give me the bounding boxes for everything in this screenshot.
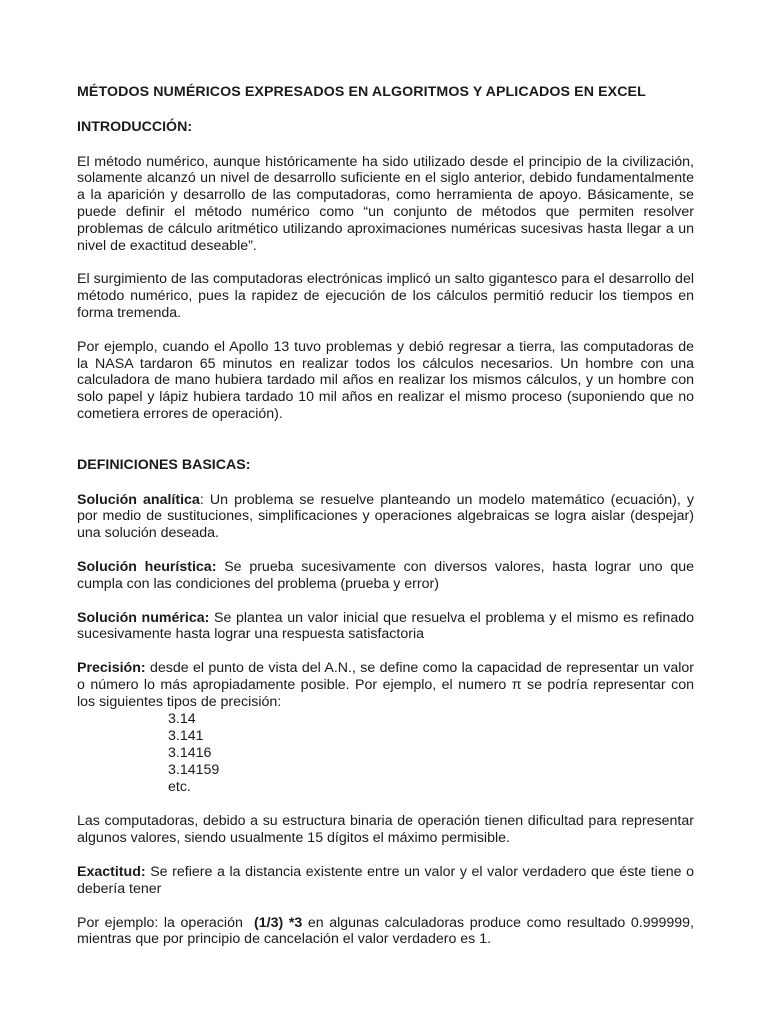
definitions-heading: DEFINICIONES BASICAS: [77,456,251,473]
definition-term: Solución numérica: [77,609,210,626]
definition-heuristica [77,559,694,593]
document-title: MÉTODOS NUMÉRICOS EXPRESADOS EN ALGORITMOS Y APLICADOS EN EXCEL [77,84,646,100]
document-page [77,84,694,965]
definition-analitica [77,492,694,542]
intro-paragraph-1: El método numérico, aunque históricamente ha sido utilizado desde el principio de la civilización, solamente alcanzó un nivel de desarrollo suficiente en el siglo anterior, debido fundamentalmente a la aparición y desarrollo de las computadoras, como herramienta de apoyo. Básicamente, se puede definir el método numérico como “un conjunto de métodos que permiten resolver problemas de cálculo aritmético utilizando aproximaciones numéricas sucesivas hasta llegar a un nivel de exactitud deseable”. [77,153,694,254]
intro-paragraph-3: Por ejemplo, cuando el Apollo 13 tuvo problemas y debió regresar a tierra, las computadoras de la NASA tardaron 65 minutos en realizar todos los cálculos necesarios. Un hombre con una calculadora de mano hubiera tardado mil años en realizar los mismos cálculos, y un hombre con solo papel y lápiz hubiera tardado 10 mil años en realizar el mismo proceso (suponiendo que no cometiera errores de operación). [77,338,694,422]
precision-sample: etc. [168,779,191,796]
precision-samples-list [77,711,694,797]
definition-text: desde el punto de vista del A.N., se define como la capacidad de representar un valor o número lo más apropiadamente posible. Por ejemplo, el numero π se podría representar con los siguientes tipos de precisión: [77,660,694,710]
precision-sample: 3.14 [168,710,196,727]
binary-paragraph: Las computadoras, debido a su estructura binaria de operación tienen dificultad para representar algunos valores, siendo usualmente 15 dígitos el máximo permisible. [77,813,694,847]
intro-paragraph-2: El surgimiento de las computadoras electrónicas implicó un salto gigantesco para el desarrollo del método numérico, pues la rapidez de ejecución de los cálculos permitió reducir los tiempos en forma tremenda. [77,271,694,321]
definition-exactitud [77,864,694,898]
definition-precision [77,660,694,710]
definition-term: Solución heurística: [77,558,217,575]
precision-sample: 3.141 [168,727,204,744]
example-paragraph [77,915,694,949]
definition-numerica [77,610,694,644]
intro-heading: INTRODUCCIÓN: [77,118,193,135]
definition-term: Precisión: [77,660,146,677]
definition-term: Solución analítica [77,491,200,508]
definition-text: : Un problema se resuelve planteando un modelo matemático (ecuación), y por medio de sustituciones, simplificaciones y operaciones algebraicas se logra aislar (despejar) una solución deseada. [77,491,695,542]
example-prefix: Por ejemplo: la operación [77,914,255,931]
definition-text: Se refiere a la distancia existente entre un valor y el valor verdadero que éste tiene o debería tener [77,864,694,897]
precision-sample: 3.1416 [168,744,212,761]
example-operation: (1/3) *3 [254,914,303,931]
definition-term: Exactitud: [77,864,146,881]
example-suffix: en algunas calculadoras produce como resultado 0.999999, mientras que por principio de cancelación el valor verdadero es 1. [77,914,694,948]
definition-text: Se plantea un valor inicial que resuelva el problema y el mismo es refinado sucesivamente hasta lograr una respuesta satisfactoria [77,609,694,643]
precision-sample: 3.14159 [168,762,220,779]
definition-text: Se prueba sucesivamente con diversos valores, hasta lograr uno que cumpla con las condiciones del problema (prueba y error) [77,558,694,592]
section-spacer [77,440,694,457]
